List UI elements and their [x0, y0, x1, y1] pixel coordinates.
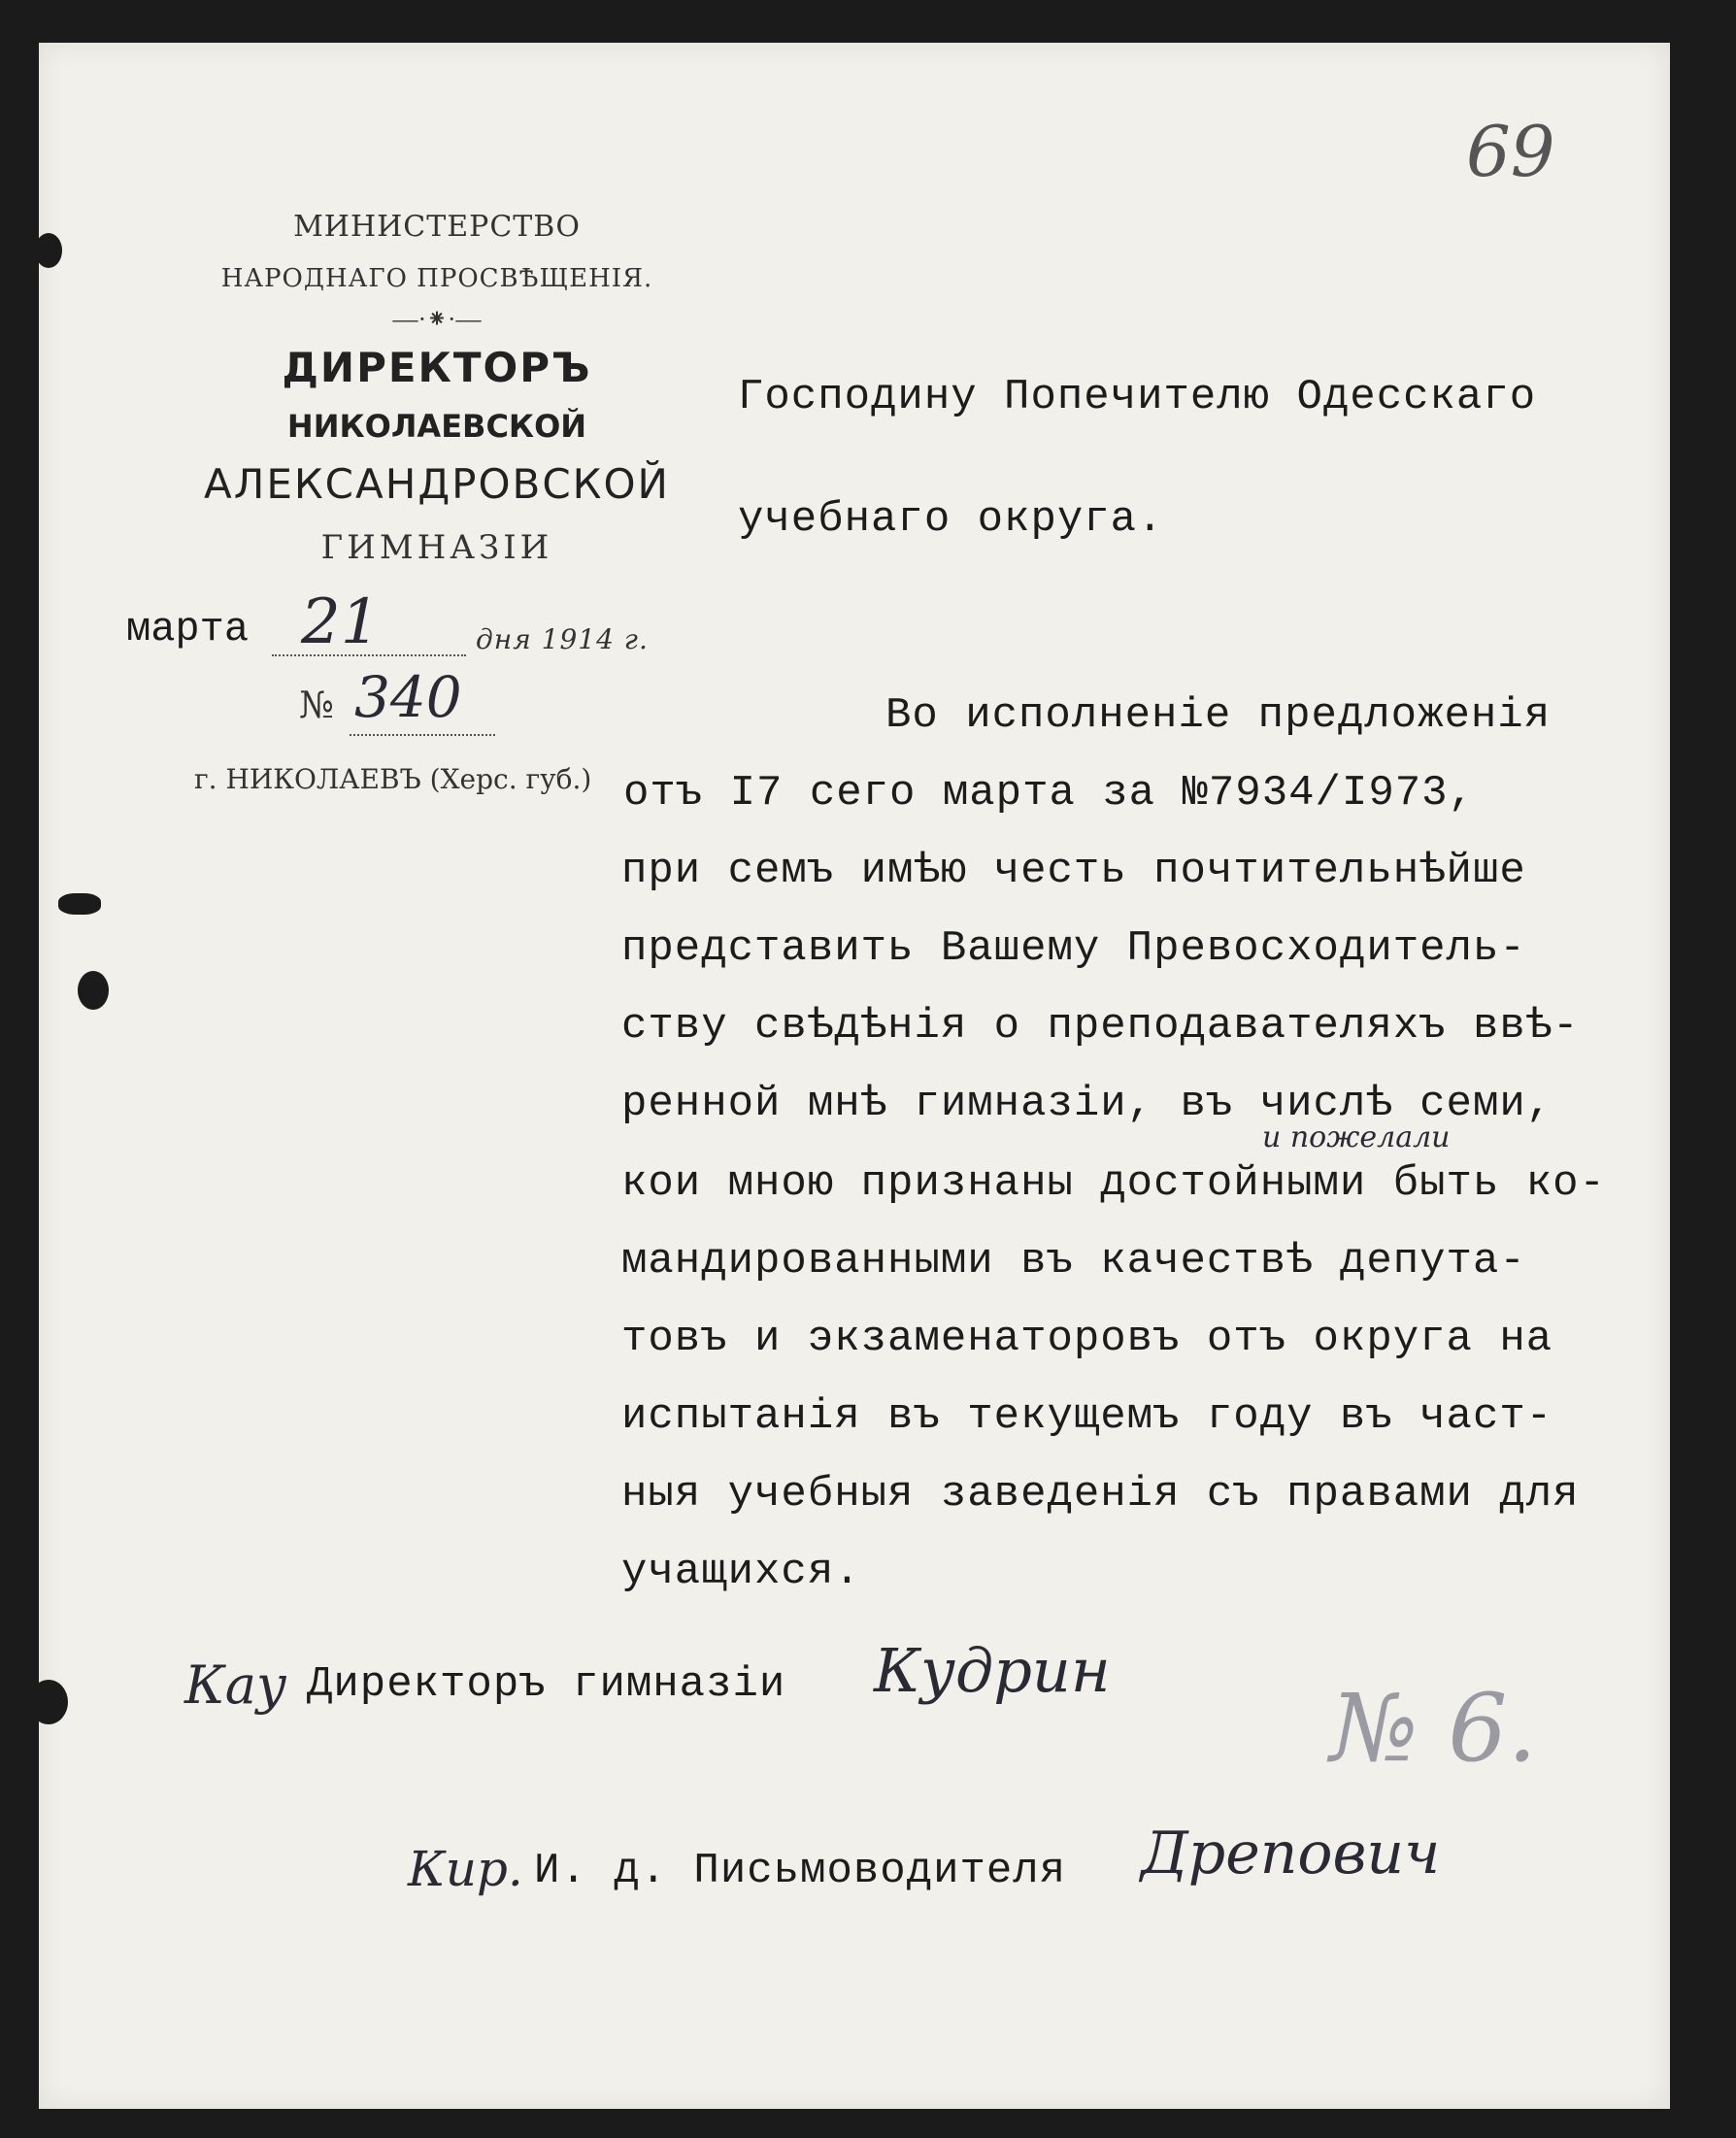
- binding-tear: [35, 233, 62, 268]
- ministry-line1: МИНИСТЕРСТВО: [293, 210, 581, 244]
- body-line: испытанія въ текущемъ году въ част-: [621, 1392, 1553, 1441]
- director-signature: Кудрин: [874, 1635, 1111, 1706]
- clerk-title: И. д. Письмоводителя: [534, 1847, 1067, 1895]
- number-value: 340: [354, 664, 462, 730]
- school-line3: ГИМНАЗІИ: [320, 528, 553, 567]
- number-label: №: [299, 684, 335, 726]
- body-line: ренной мнѣ гимназіи, въ числѣ семи,: [621, 1080, 1553, 1128]
- clerk-sig-prefix: Кир.: [408, 1841, 523, 1897]
- document-page: [39, 43, 1670, 2109]
- ministry-line2: НАРОДНАГО ПРОСВѢЩЕНІЯ.: [220, 264, 653, 293]
- handwritten-insertion: и пожелали: [1262, 1120, 1451, 1154]
- body-line: при семъ имѣю честь почтительнѣйше: [621, 847, 1526, 895]
- body-line: ству свѣдѣнія о преподавателяхъ ввѣ-: [621, 1002, 1580, 1051]
- body-line: ныя учебныя заведенія съ правами для: [621, 1470, 1580, 1519]
- binding-tear: [29, 1680, 68, 1724]
- number-underline: [350, 734, 495, 736]
- city-line: г. НИКОЛАЕВЪ (Херс. губ.): [194, 763, 592, 795]
- body-line: товъ и экзаменаторовъ отъ округа на: [621, 1315, 1553, 1363]
- addressee-line2: учебнаго округа.: [738, 495, 1164, 544]
- date-month: марта: [126, 606, 250, 652]
- body-line: учащихся.: [621, 1548, 861, 1596]
- date-suffix: дня 1914 г.: [476, 623, 649, 655]
- body-line: отъ I7 сего марта за №7934/I973,: [623, 769, 1475, 818]
- director-title: Директоръ гимназіи: [307, 1660, 786, 1709]
- clerk-signature: Дрепович: [1141, 1820, 1441, 1887]
- director-sig-prefix: Кау: [184, 1654, 287, 1716]
- ornament: —·⁕·—: [392, 305, 482, 333]
- addressee-line1: Господину Попечителю Одесскаго: [738, 373, 1537, 421]
- body-line: кои мною признаны достойными быть ко-: [621, 1159, 1606, 1208]
- director-heading: ДИРЕКТОРЪ: [282, 344, 592, 391]
- pencil-note: № 6.: [1330, 1674, 1537, 1783]
- date-underline: [272, 654, 466, 656]
- page-number: 69: [1466, 111, 1555, 192]
- body-line: Во исполненіе предложенія: [885, 691, 1552, 740]
- binding-tear: [78, 971, 109, 1010]
- binding-tear: [58, 893, 101, 915]
- date-day: 21: [301, 586, 381, 658]
- body-line: представить Вашему Превосходитель-: [621, 924, 1526, 973]
- school-line1: НИКОЛАЕВСКОЙ: [286, 408, 587, 445]
- school-line2: АЛЕКСАНДРОВСКОЙ: [204, 460, 670, 508]
- body-line: мандированными въ качествѣ депута-: [621, 1237, 1526, 1286]
